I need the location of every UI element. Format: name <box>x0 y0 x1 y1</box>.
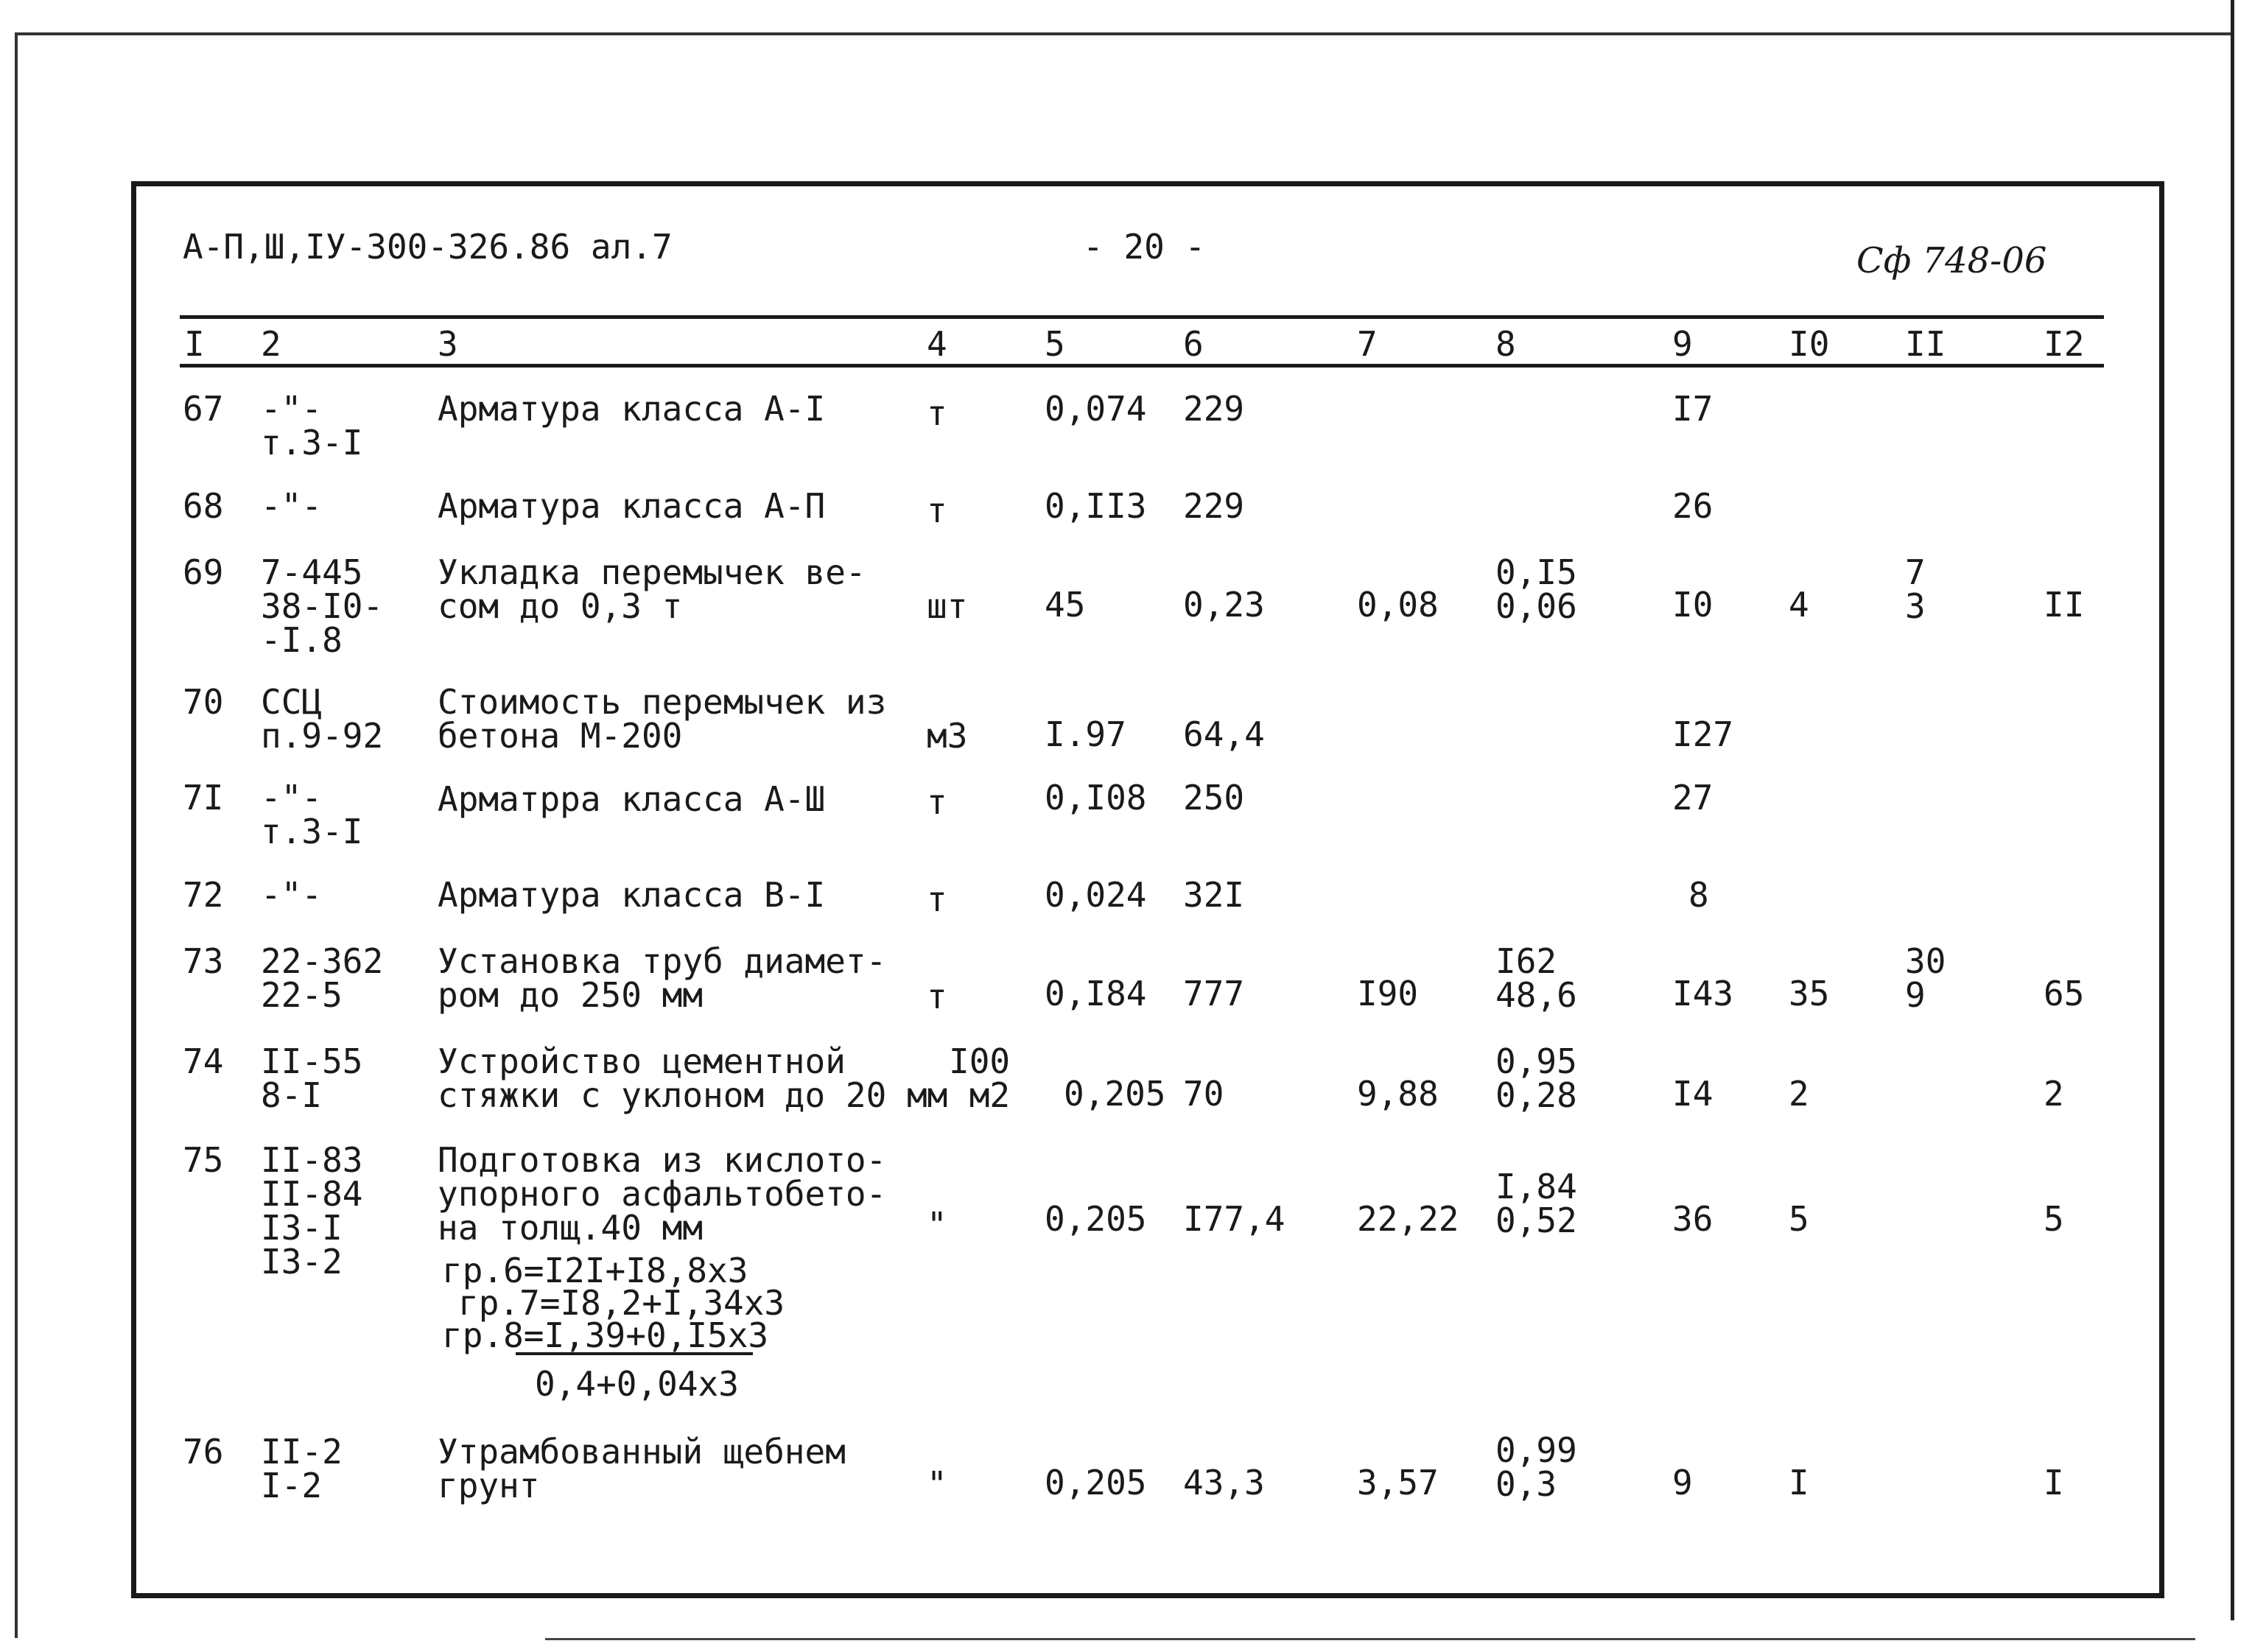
row-name: Арматрра класса А-Ш <box>438 779 826 819</box>
row-col-8: 0,I5 0,06 <box>1495 552 1577 626</box>
row-col-8: 0,99 0,3 <box>1495 1430 1577 1504</box>
row-col-6: 70 <box>1183 1074 1224 1114</box>
row-number: 67 <box>183 389 224 429</box>
document-code: А-П,Ш,IУ-300-326.86 ал.7 <box>183 227 673 267</box>
col-header-9: 9 <box>1672 324 1693 364</box>
row-unit: т <box>927 491 947 530</box>
row-col-6: 43,3 <box>1183 1463 1265 1502</box>
row-col-8: I62 48,6 <box>1495 941 1577 1015</box>
row-col-7: 9,88 <box>1357 1074 1439 1114</box>
fraction-line <box>516 1352 753 1355</box>
row-col-7: 0,08 <box>1357 585 1439 625</box>
row-code: -"- т.3-I <box>261 778 363 851</box>
row-name: Укладка перемычек ве- сом до 0,3 т <box>438 552 866 626</box>
row-col-10: 5 <box>1789 1199 1809 1239</box>
row-unit: т <box>927 879 947 919</box>
scan-edge-top <box>15 32 2232 35</box>
row-unit: т <box>927 782 947 822</box>
row-col-9: 8 <box>1688 875 1709 915</box>
row-number: 76 <box>183 1432 224 1472</box>
row-code: -"- <box>261 486 323 526</box>
col-header-7: 7 <box>1357 324 1378 364</box>
col-header-11: II <box>1905 324 1946 364</box>
row-name: Арматура класса А-П <box>438 486 826 526</box>
handwritten-sheet-number: Сф 748-06 <box>1856 240 2047 281</box>
row-code: -"- <box>261 875 323 915</box>
row-name: Утрамбованный щебнем грунт <box>438 1432 846 1505</box>
row-name: Подготовка из кислото- упорного асфальтобето- на толщ.40 мм <box>438 1140 887 1248</box>
row-col-9: I27 <box>1672 714 1734 754</box>
row-number: 75 <box>183 1140 224 1180</box>
row-col-8: 0,95 0,28 <box>1495 1041 1577 1115</box>
row-code: II-55 8-I <box>261 1041 363 1115</box>
row-quantity: 0,205 <box>1045 1463 1147 1502</box>
row-code: II-83 II-84 I3-I I3-2 <box>261 1140 363 1282</box>
row-unit: шт <box>927 586 968 626</box>
row-code: 22-362 22-5 <box>261 941 384 1015</box>
row-unit: т <box>927 977 947 1016</box>
col-header-3: 3 <box>438 324 458 364</box>
row-col-7: 22,22 <box>1357 1199 1459 1239</box>
row-name: Стоимость перемычек из бетона М-200 <box>438 682 887 756</box>
row-col-11: 30 9 <box>1905 941 1946 1015</box>
calc-note: гр.6=I2I+I8,8x3 <box>442 1251 748 1290</box>
row-col-12: II <box>2044 585 2085 625</box>
row-code: ССЦ п.9-92 <box>261 682 384 756</box>
row-quantity: 0,024 <box>1045 875 1147 915</box>
row-name: Арматура класса В-I <box>438 875 826 915</box>
row-number: 68 <box>183 486 224 526</box>
row-col-12: 2 <box>2044 1074 2064 1114</box>
row-col-6: I77,4 <box>1183 1199 1285 1239</box>
col-header-1: I <box>184 324 205 364</box>
row-unit: м3 <box>927 716 968 756</box>
row-name: Арматура класса А-I <box>438 389 826 429</box>
sheet-frame <box>131 181 2164 1598</box>
row-col-10: 35 <box>1789 974 1830 1013</box>
row-col-6: 250 <box>1183 778 1245 818</box>
scan-edge-right <box>2231 0 2234 1620</box>
calc-note-denominator: 0,4+0,04x3 <box>535 1364 739 1404</box>
row-quantity: 0,I84 <box>1045 974 1147 1013</box>
col-header-2: 2 <box>261 324 281 364</box>
row-col-12: 5 <box>2044 1199 2064 1239</box>
row-col-9: 27 <box>1672 778 1713 818</box>
row-col-12: I <box>2044 1463 2064 1502</box>
row-number: 74 <box>183 1041 224 1081</box>
row-col-10: I <box>1789 1463 1809 1502</box>
row-quantity: I.97 <box>1045 714 1126 754</box>
page-number: - 20 - <box>1083 227 1206 267</box>
row-number: 69 <box>183 552 224 592</box>
row-col-9: I0 <box>1672 585 1713 625</box>
row-col-9: I7 <box>1672 389 1713 429</box>
row-col-7: 3,57 <box>1357 1463 1439 1502</box>
row-col-8: I,84 0,52 <box>1495 1167 1577 1240</box>
row-name: Установка труб диамет- ром до 250 мм <box>438 941 887 1015</box>
calc-note: гр.8=I,39+0,I5x3 <box>442 1315 769 1355</box>
row-number: 72 <box>183 875 224 915</box>
col-header-8: 8 <box>1495 324 1516 364</box>
table-top-rule <box>180 315 2104 319</box>
row-col-9: I4 <box>1672 1074 1713 1114</box>
row-unit: " <box>927 1464 947 1504</box>
row-col-9: 26 <box>1672 486 1713 526</box>
row-quantity: 0,074 <box>1045 389 1147 429</box>
row-col-6: 777 <box>1183 974 1245 1013</box>
row-col-7: I90 <box>1357 974 1419 1013</box>
row-col-6: 0,23 <box>1183 585 1265 625</box>
row-quantity: 0,205 <box>1045 1199 1147 1239</box>
row-number: 70 <box>183 682 224 722</box>
calc-note: гр.7=I8,2+I,34x3 <box>458 1283 785 1323</box>
col-header-10: I0 <box>1789 324 1830 364</box>
row-col-9: I43 <box>1672 974 1734 1013</box>
row-col-6: 32I <box>1183 875 1245 915</box>
row-col-9: 9 <box>1672 1463 1693 1502</box>
row-unit: I00 м2 <box>949 1041 1011 1115</box>
row-col-12: 65 <box>2044 974 2085 1013</box>
row-col-9: 36 <box>1672 1199 1713 1239</box>
row-col-6: 229 <box>1183 486 1245 526</box>
scan-bottom-line <box>545 1638 2195 1640</box>
row-quantity: 0,I08 <box>1045 778 1147 818</box>
row-col-6: 64,4 <box>1183 714 1265 754</box>
col-header-4: 4 <box>927 324 947 364</box>
row-quantity: 0,205 <box>1064 1074 1166 1114</box>
row-unit: " <box>927 1205 947 1245</box>
col-header-5: 5 <box>1045 324 1065 364</box>
row-col-10: 4 <box>1789 585 1809 625</box>
row-col-10: 2 <box>1789 1074 1809 1114</box>
row-quantity: 0,II3 <box>1045 486 1147 526</box>
row-code: II-2 I-2 <box>261 1432 343 1505</box>
col-header-6: 6 <box>1183 324 1204 364</box>
row-number: 73 <box>183 941 224 981</box>
table-header-rule <box>180 364 2104 368</box>
row-col-11: 7 3 <box>1905 552 1926 626</box>
row-name: Устройство цементной стяжки с уклоном до 20 мм <box>438 1041 948 1115</box>
row-col-6: 229 <box>1183 389 1245 429</box>
row-code: -"- т.3-I <box>261 389 363 463</box>
row-number: 7I <box>183 778 224 818</box>
row-code: 7-445 38-I0- -I.8 <box>261 552 384 660</box>
row-quantity: 45 <box>1045 585 1086 625</box>
col-header-12: I2 <box>2044 324 2085 364</box>
scan-edge-left <box>15 32 18 1638</box>
row-unit: т <box>927 393 947 433</box>
